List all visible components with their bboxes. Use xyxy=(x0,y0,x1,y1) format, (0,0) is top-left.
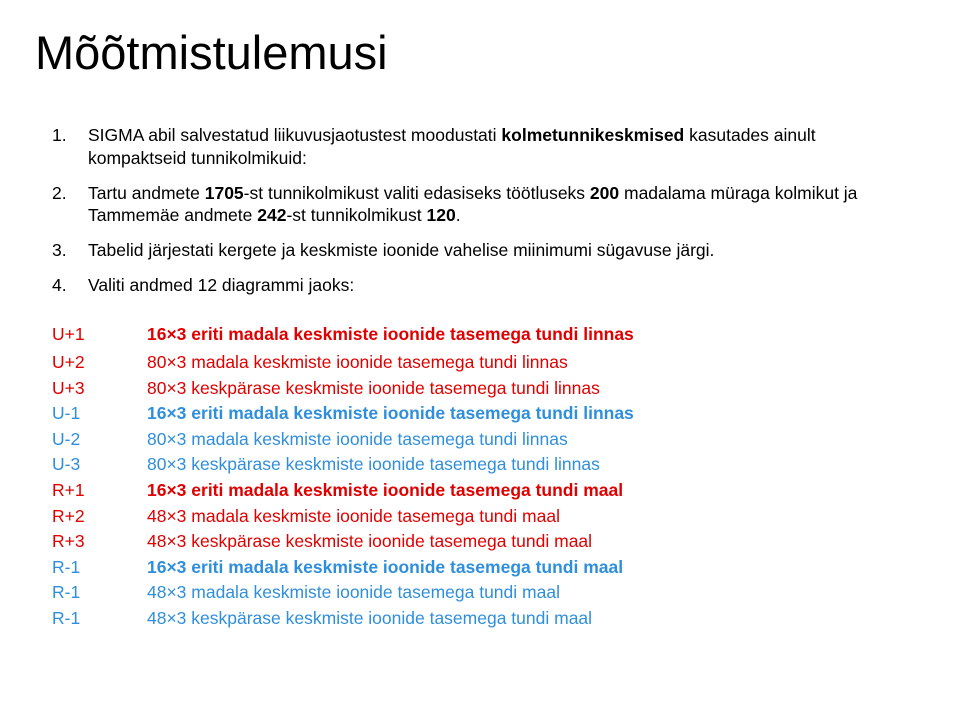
diagram-row xyxy=(52,606,912,632)
text-run: SIGMA abil salvestatud liikuvusjaotustest moodustati xyxy=(88,125,502,145)
list-item-number: 1. xyxy=(52,125,67,145)
diagram-row xyxy=(52,504,912,530)
text-run-bold: 242 xyxy=(257,205,287,226)
text-run-bold: 120 xyxy=(426,205,456,226)
diagram-description: 16×3 eriti madala keskmiste ioonide tasemega tundi linnas xyxy=(147,324,634,344)
list-item-text xyxy=(88,124,912,170)
diagram-code: R+3 xyxy=(52,531,85,552)
diagram-code: U+2 xyxy=(52,352,85,372)
list-item-number: 3. xyxy=(52,240,67,260)
diagram-code: U-2 xyxy=(52,428,81,449)
diagram-description: 16×3 eriti madala keskmiste ioonide tasemega tundi maal xyxy=(147,479,624,500)
diagram-row xyxy=(52,452,912,478)
diagram-list xyxy=(52,322,912,632)
list-item xyxy=(52,239,912,262)
diagram-code: U-3 xyxy=(52,454,81,475)
diagram-description: 80×3 madala keskmiste ioonide tasemega tundi linnas xyxy=(147,428,568,449)
list-item-text: Tabelid järjestati kergete ja keskmiste ioonide vahelise miinimumi sügavuse järgi. xyxy=(88,240,715,260)
text-run-bold: kolmetunnikeskmised xyxy=(501,125,685,145)
page-title: Mõõtmistulemusi xyxy=(35,26,388,79)
text-run-bold: 200 xyxy=(589,182,620,203)
list-item-number: 4. xyxy=(52,274,67,295)
list-item xyxy=(52,182,912,228)
text-run: -st tunnikolmikust valiti edasiseks töötluseks xyxy=(243,182,590,203)
text-run: madalama müraga kolmikut ja Tammemäe andmete xyxy=(88,182,858,226)
diagram-description: 48×3 keskpärase keskmiste ioonide tasemega tundi maal xyxy=(147,531,593,552)
text-run: kasutades ainult kompaktseid tunnikolmikuid: xyxy=(88,125,816,168)
diagram-code: U+1 xyxy=(52,324,85,344)
diagram-row xyxy=(52,529,912,555)
list-item-text xyxy=(88,182,912,228)
text-run-bold: 1705 xyxy=(204,182,244,203)
diagram-row xyxy=(52,322,912,350)
diagram-code: R-1 xyxy=(52,582,81,603)
diagram-description: 80×3 keskpärase keskmiste ioonide tasemega tundi linnas xyxy=(147,454,600,475)
diagram-code: R-1 xyxy=(52,556,81,577)
diagram-description: 48×3 madala keskmiste ioonide tasemega tundi maal xyxy=(147,582,560,603)
diagram-description: 80×3 madala keskmiste ioonide tasemega tundi linnas xyxy=(147,352,568,372)
list-item-number: 2. xyxy=(52,182,67,203)
diagram-row xyxy=(52,580,912,606)
diagram-row xyxy=(52,427,912,453)
diagram-description: 48×3 madala keskmiste ioonide tasemega tundi maal xyxy=(147,505,560,526)
diagram-row xyxy=(52,478,912,504)
diagram-description: 16×3 eriti madala keskmiste ioonide tasemega tundi maal xyxy=(147,556,624,577)
diagram-description: 80×3 keskpärase keskmiste ioonide tasemega tundi linnas xyxy=(147,377,600,398)
text-run: -st tunnikolmikust xyxy=(286,205,427,226)
diagram-row xyxy=(52,350,912,376)
diagram-code: R+2 xyxy=(52,505,85,526)
list-item xyxy=(52,124,912,170)
diagram-row xyxy=(52,555,912,581)
diagram-code: R-1 xyxy=(52,607,81,628)
diagram-row xyxy=(52,401,912,427)
diagram-description: 16×3 eriti madala keskmiste ioonide tasemega tundi linnas xyxy=(147,403,634,424)
diagram-code: U-1 xyxy=(52,403,81,424)
diagram-code: U+3 xyxy=(52,377,85,398)
diagram-code: R+1 xyxy=(52,479,85,500)
text-run: . xyxy=(455,205,461,226)
list-item-text: Valiti andmed 12 diagrammi jaoks: xyxy=(88,274,355,295)
list-item xyxy=(52,274,912,297)
text-run: Tartu andmete xyxy=(88,182,205,203)
diagram-row xyxy=(52,376,912,402)
diagram-description: 48×3 keskpärase keskmiste ioonide tasemega tundi maal xyxy=(147,607,593,628)
numbered-list xyxy=(52,124,912,309)
